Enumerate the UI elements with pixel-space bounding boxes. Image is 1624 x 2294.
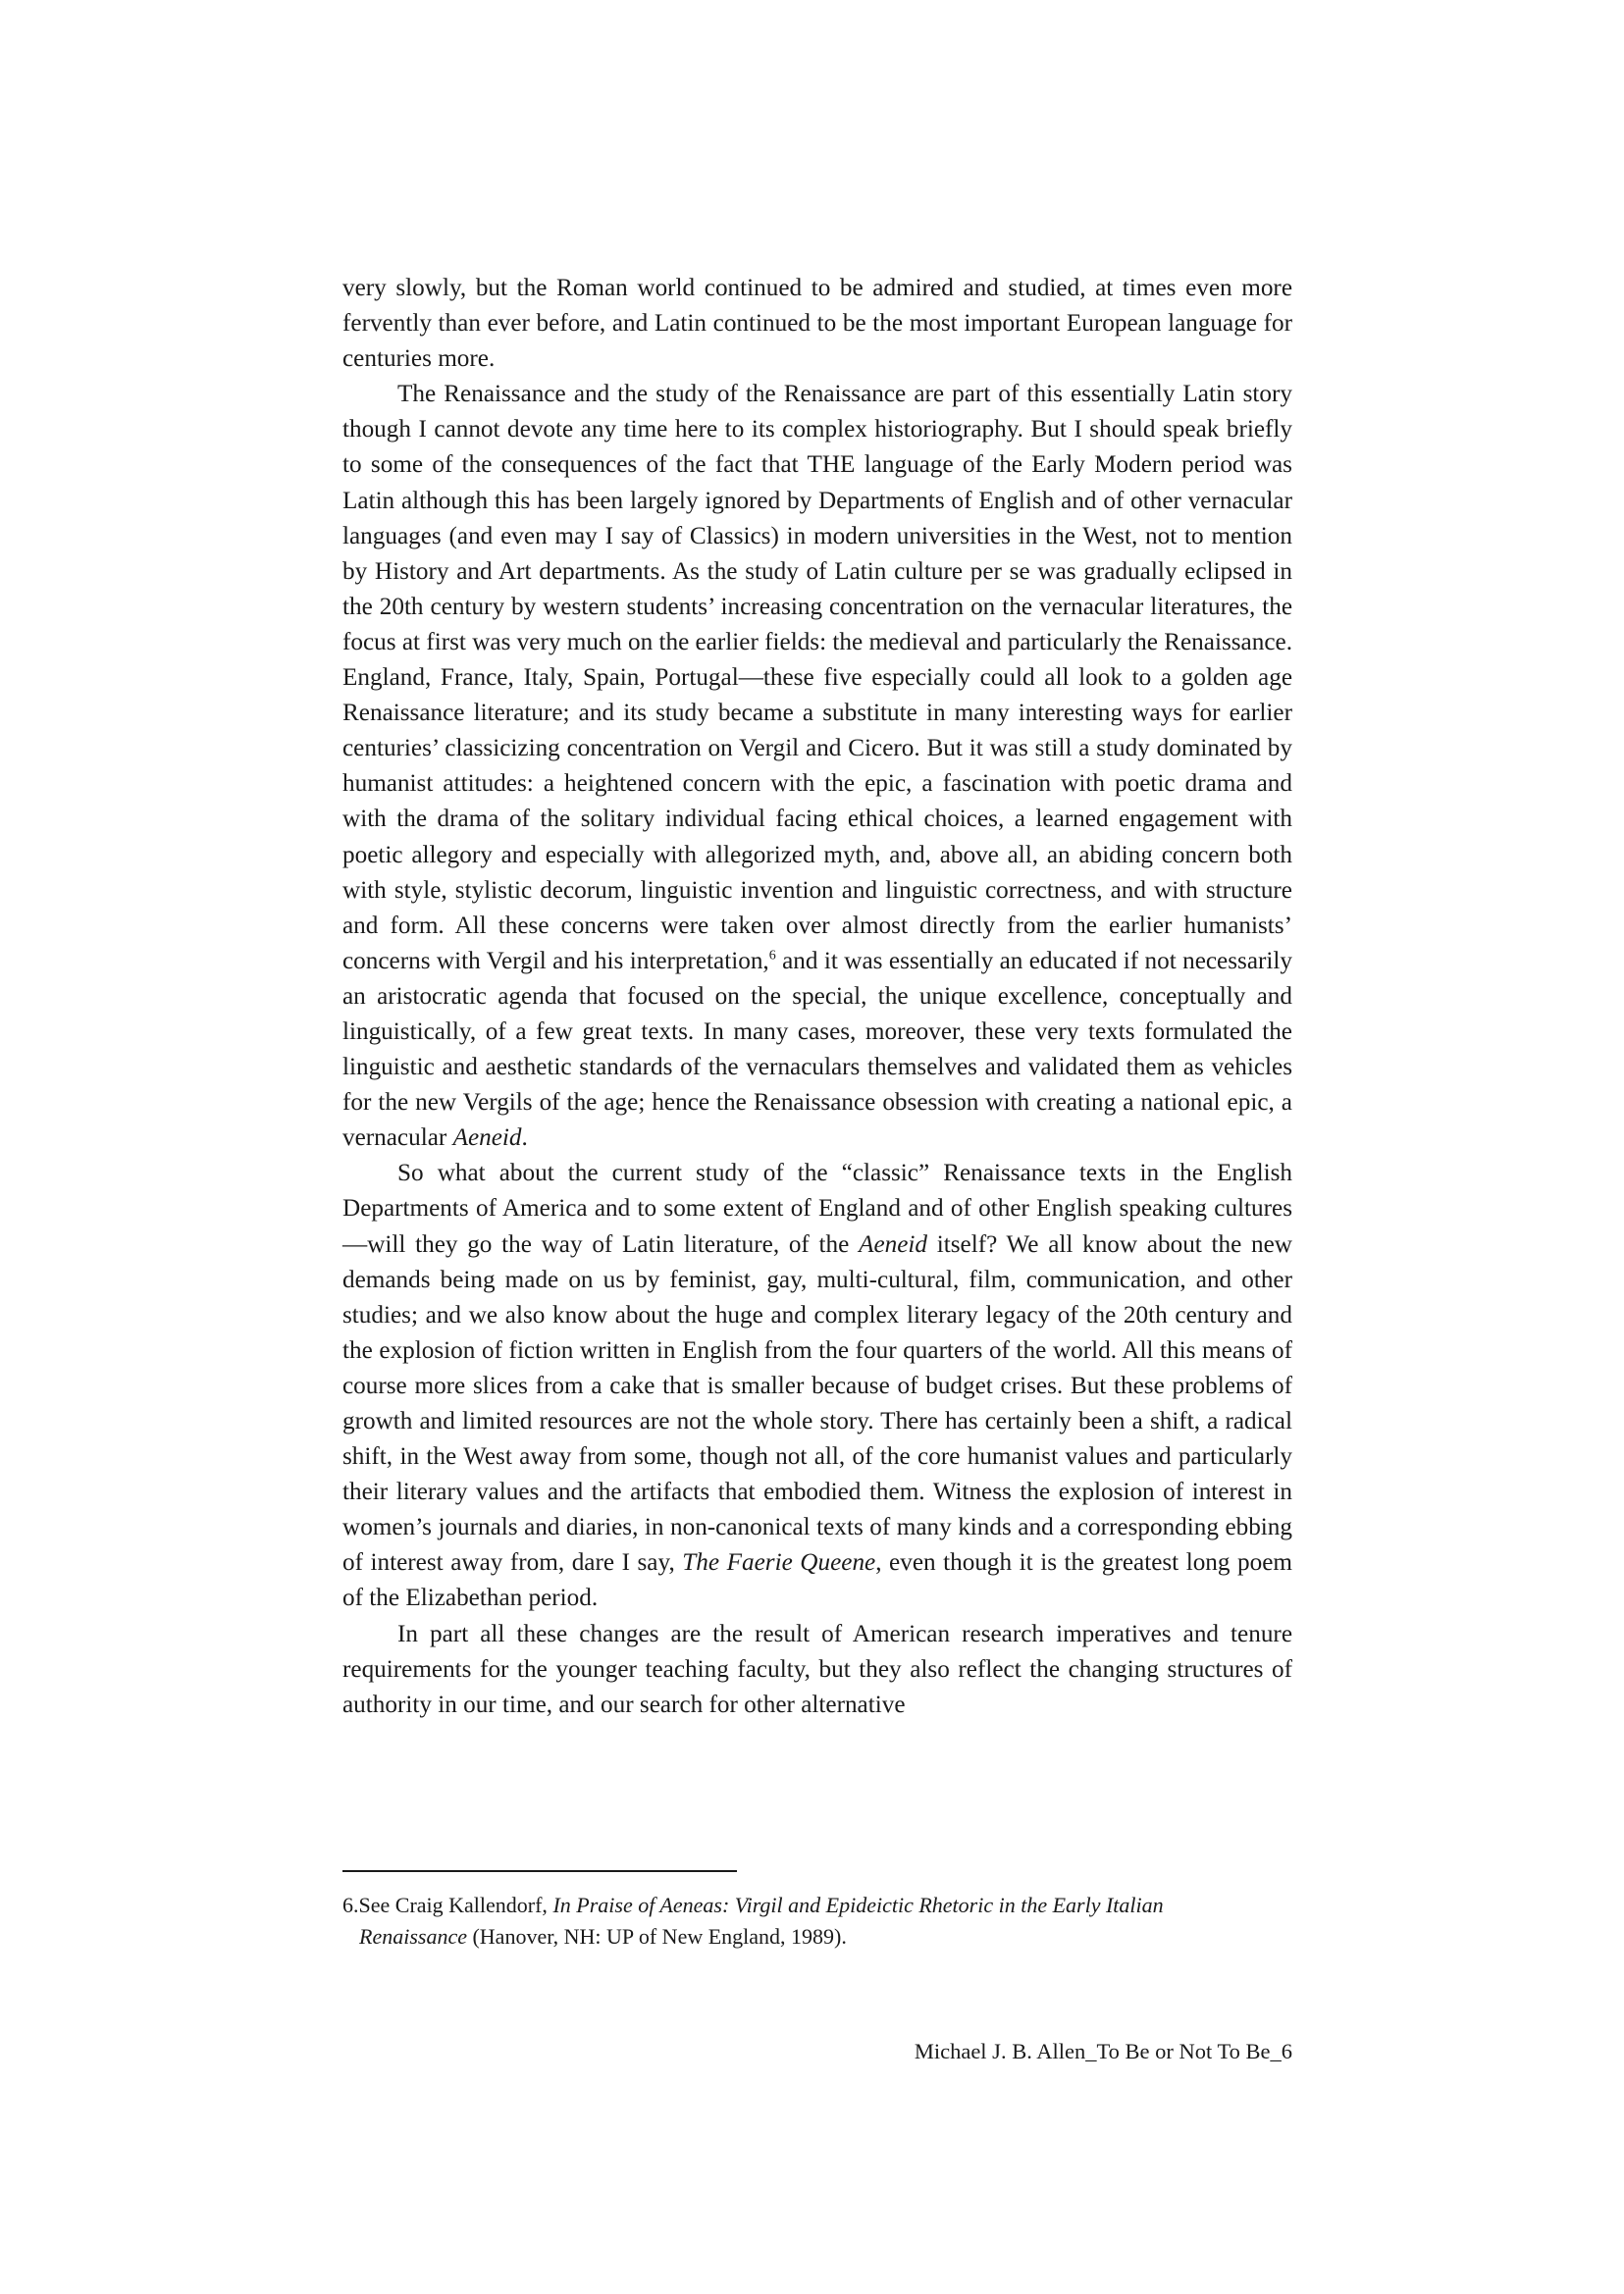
paragraph-3-part-a: So what about the current study of the “classic” Renaissance texts in the English Departments of America and to some extent of England and of other English speaking cultures—will they go the way of Latin literature, of the xyxy=(342,1160,1292,1258)
footnote-divider xyxy=(342,1870,737,1872)
running-footer: Michael J. B. Allen_To Be or Not To Be_6 xyxy=(914,2039,1292,2063)
paragraph-2-part-b: and it was essentially an educated if not necessarily an aristocratic agenda that focused on the special, the unique excellence, conceptually and linguistically, of a few great texts. In many cases, moreover, these very texts formulated the linguistic and aesthetic standards of the vernaculars themselves and validated them as vehicles for the new Vergils of the age; hence the Renaissance obsession with creating a national epic, a vernacular xyxy=(342,947,1292,1152)
footnote-6 xyxy=(342,1890,1292,1952)
footnote-line-2 xyxy=(342,1921,1292,1953)
footnote-title-line2: Renaissance xyxy=(359,1923,467,1949)
paragraph-2-part-a: The Renaissance and the study of the Renaissance are part of this essentially Latin story though I cannot devote any time here to its complex historiography. But I should speak briefly to some of the consequences of the fact that THE language of the Early Modern period was Latin although this has been largely ignored by Departments of English and of other vernacular languages (and even may I say of Classics) in modern universities in the West, not to mention by History and Art departments. As the study of Latin culture per se was gradually eclipsed in the 20th century by western students’ increasing concentration on the vernacular literatures, the focus at first was very much on the earlier fields: the medieval and particularly the Renaissance. England, France, Italy, Spain, Portugal—these five especially could all look to a golden age Renaissance literature; and its study became a substitute in many interesting ways for earlier centuries’ classicizing concentration on Vergil and Cicero. But it was still a study dominated by humanist attitudes: a heightened concern with the epic, a fascination with poetic drama and with the drama of the solitary individual facing ethical choices, a learned engagement with poetic allegory and especially with allegorized myth, and, above all, an abiding concern both with style, stylistic decorum, linguistic invention and linguistic correctness, and with structure and form. All these concerns were taken over almost directly from the earlier humanists’ concerns with Vergil and his interpretation, xyxy=(342,381,1292,974)
paragraph-2 xyxy=(342,377,1292,1156)
footnote-title-line1: In Praise of Aeneas: Virgil and Epideictic Rhetoric in the Early Italian xyxy=(552,1893,1164,1917)
footnote-suffix: (Hanover, NH: UP of New England, 1989). xyxy=(466,1923,847,1949)
footnote-number: 6. xyxy=(342,1893,359,1917)
paragraph-3-part-c: , even though it is the greatest long poem of the Elizabethan period. xyxy=(342,1549,1292,1612)
paragraph-3-part-b: itself? We all know about the new demands being made on us by feminist, gay, multi-cultural, film, communication, and other studies; and we also know about the huge and complex literary legacy of the 20th century and the explosion of fiction written in English from the four quarters of the world. All this means of course more slices from a cake that is smaller because of budget crises. But these problems of growth and limited resources are not the whole story. There has certainly been a shift, a radical shift, in the West away from some, though not all, of the core humanist values and particularly their literary values and the artifacts that embodied them. Witness the explosion of interest in women’s journals and diaries, in non-canonical texts of many kinds and a corresponding ebbing of interest away from, dare I say, xyxy=(342,1230,1292,1577)
paragraph-3 xyxy=(342,1156,1292,1616)
title-aeneid-2: Aeneid xyxy=(859,1230,927,1258)
paragraph-1: very slowly, but the Roman world continued to be admired and studied, at times even more fervently than ever before, and Latin continued to be the most important European language for centuries more. xyxy=(342,275,1292,373)
paragraph-4: In part all these changes are the result of American research imperatives and tenure requirements for the younger teaching faculty, but they also reflect the changing structures of authority in our time, and our search for other alternative xyxy=(342,1620,1292,1718)
title-aeneid: Aeneid xyxy=(452,1124,522,1152)
footnote-reference-6[interactable]: 6 xyxy=(768,948,776,964)
footnote-prefix: See Craig Kallendorf, xyxy=(358,1893,553,1917)
body-text xyxy=(342,271,1292,1723)
title-faerie-queene: The Faerie Queene xyxy=(682,1549,876,1577)
paragraph-2-part-c: . xyxy=(521,1124,528,1152)
